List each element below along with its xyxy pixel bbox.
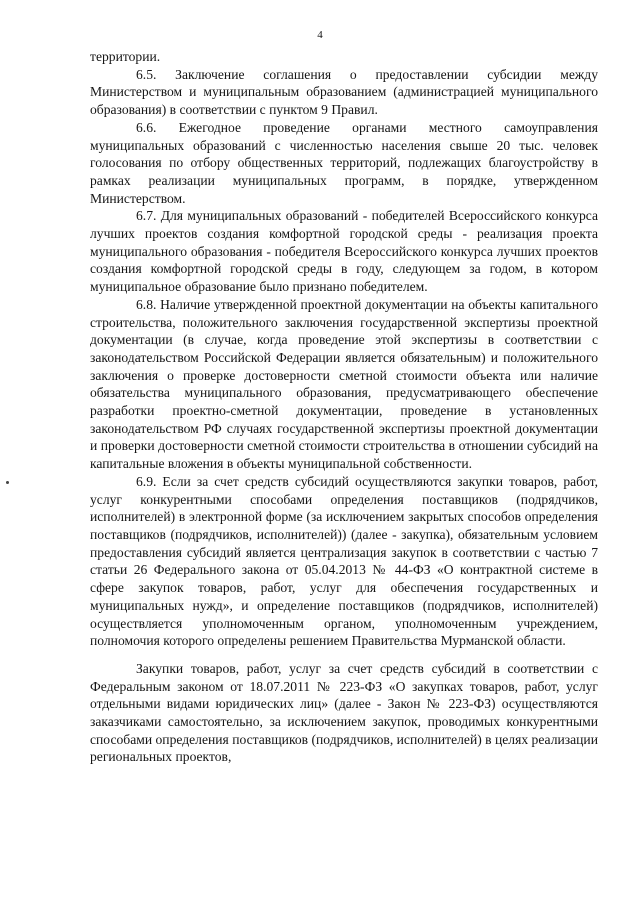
- paragraph-6-6: 6.6. Ежегодное проведение органами местного самоуправления муниципальных образований с численностью населения свыше 20 тыс. человек голосования по отбору общественных территорий, подлежащих благоустройству в рамках реализации муниципальных программ, в порядке, утвержденном Министерством.: [90, 119, 598, 206]
- margin-dot: [6, 481, 9, 484]
- paragraph-6-8: 6.8. Наличие утвержденной проектной документации на объекты капитального строительства, положительного заключения государственной экспертизы проектной документации (в случае, когда проведение этой экспертизы в соответствии с законодательством Российской Федерации является обязательным) и положительного заключения о проверке достоверности сметной стоимости объекта или наличие обязательства муниципального образования, предусматривающего обеспечение разработки проектно-сметной документации, проведение в установленных законодательством РФ случаях государственной экспертизы проектной документации и проверки достоверности сметной стоимости строительства в отношении субсидий на капитальные вложения в объекты муниципальной собственности.: [90, 296, 598, 472]
- paragraph-6-5: 6.5. Заключение соглашения о предоставлении субсидии между Министерством и муниципальным образованием (администрацией муниципального образования) в соответствии с пунктом 9 Правил.: [90, 66, 598, 118]
- paragraph-6-7: 6.7. Для муниципальных образований - победителей Всероссийского конкурса лучших проектов создания комфортной городской среды - реализация проекта муниципального образования - победителя Всероссийского конкурса лучших проектов создания комфортной городской среды в году, следующем за годом, в котором муниципальное образование было признано победителем.: [90, 208, 598, 295]
- paragraph-procurement: Закупки товаров, работ, услуг за счет средств субсидий в соответствии с Федеральным законом от 18.07.2011 № 223-ФЗ «О закупках товаров, работ, услуг отдельными видами юридических лиц» (далее - Закон № 223-ФЗ) осуществляются заказчиками самостоятельно, за исключением закупок, проводимых конкурентными способами определения поставщиков (подрядчиков, исполнителей) в целях реализации региональных проектов,: [90, 660, 598, 765]
- page-number: 4: [317, 29, 323, 41]
- paragraph-continuation: территории.: [90, 49, 161, 64]
- paragraph-6-9: 6.9. Если за счет средств субсидий осуществляются закупки товаров, работ, услуг конкурентными способами определения поставщиков (подрядчиков, исполнителей) в электронной форме (за исключением закрытых способов определения поставщиков (подрядчиков, исполнителей)) (далее - закупка), обязательным условием предоставления субсидий является централизация закупок в соответствии с частью 7 статьи 26 Федерального закона от 05.04.2013 № 44-ФЗ «О контрактной системе в сфере закупок товаров, работ, услуг для обеспечения государственных и муниципальных нужд», и определение поставщиков (подрядчиков, исполнителей) осуществляется уполномоченным органом, уполномоченным учреждением, полномочия которого определены решением Правительства Мурманской области.: [90, 473, 598, 649]
- document-body: [90, 48, 598, 766]
